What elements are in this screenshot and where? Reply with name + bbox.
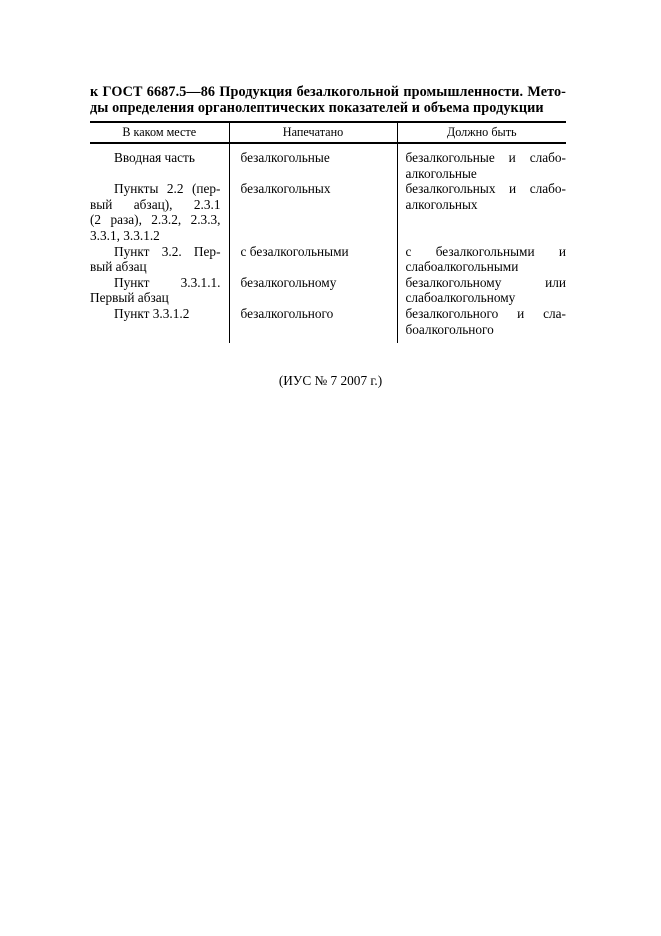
- cell-where: [90, 306, 229, 343]
- cell-where: [90, 244, 229, 275]
- source-reference: (ИУС № 7 2007 г.): [278, 373, 383, 388]
- cell-line: вый абзац), 2.3.1: [90, 196, 221, 212]
- cell-line: алкогольные: [405, 165, 477, 181]
- table-row: [90, 181, 566, 243]
- title-line-2: ды определения органолептических показателей и объема продукции: [90, 100, 544, 116]
- cell-line: безалкогольному или: [405, 274, 566, 290]
- cell-line: Пункты 2.2 (пер-: [114, 181, 221, 197]
- cell-line: Пункт 3.2. Пер-: [114, 243, 221, 259]
- table-row: [90, 244, 566, 275]
- cell-should-be: [397, 275, 566, 306]
- header-printed: Напечатано: [229, 122, 397, 143]
- cell-line: безалкогольных: [240, 181, 331, 197]
- cell-line: боалкогольного: [405, 321, 494, 337]
- header-should-be: Должно быть: [397, 122, 566, 143]
- cell-line: (2 раза), 2.3.2, 2.3.3,: [90, 212, 221, 228]
- cell-line: безалкогольные: [240, 150, 330, 165]
- cell-should-be: [397, 306, 566, 343]
- cell-line: с безалкогольными и: [405, 243, 566, 259]
- cell-line: алкогольных: [405, 196, 478, 212]
- table-row: [90, 143, 566, 181]
- cell-where: [90, 181, 229, 243]
- cell-line: безалкогольные и слабо-: [405, 150, 566, 165]
- corrections-table: [90, 121, 566, 343]
- cell-line: безалкогольных и слабо-: [405, 181, 566, 197]
- table-header-row: [90, 122, 566, 143]
- cell-printed: [229, 244, 397, 275]
- cell-line: Пункт 3.3.1.2: [114, 305, 190, 321]
- cell-line: безалкогольному: [240, 274, 337, 290]
- cell-line: безалкогольного и сла-: [405, 305, 566, 321]
- cell-line: Вводная часть: [114, 150, 195, 165]
- cell-printed: [229, 181, 397, 243]
- cell-should-be: [397, 181, 566, 243]
- cell-line: безалкогольного: [240, 305, 334, 321]
- cell-line: вый абзац: [90, 259, 147, 275]
- cell-line: слабоалкогольными: [405, 259, 519, 275]
- corrections-table-wrap: [90, 121, 566, 343]
- cell-printed: [229, 306, 397, 343]
- table-row: [90, 306, 566, 343]
- cell-line: с безалкогольными: [240, 243, 349, 259]
- cell-where: [90, 275, 229, 306]
- cell-should-be: [397, 244, 566, 275]
- title-line-1: к ГОСТ 6687.5—86 Продукция безалкогольной промышленности. Мето-: [90, 84, 566, 100]
- cell-line: Первый абзац: [90, 290, 169, 306]
- cell-line: 3.3.1, 3.3.1.2: [90, 227, 160, 243]
- amendment-title: [90, 84, 566, 116]
- table-row: [90, 275, 566, 306]
- cell-printed: [229, 275, 397, 306]
- cell-should-be: [397, 143, 566, 181]
- cell-printed: [229, 143, 397, 181]
- cell-line: слабоалкогольному: [405, 290, 516, 306]
- header-where: В каком месте: [122, 124, 197, 139]
- cell-line: Пункт 3.3.1.1.: [114, 274, 221, 290]
- cell-where: [90, 143, 229, 181]
